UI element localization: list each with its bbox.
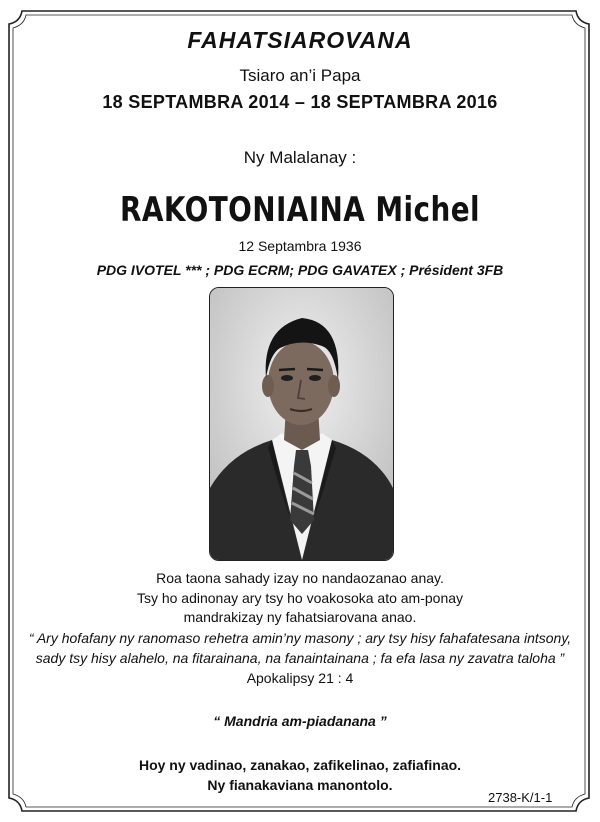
rest-in-peace-wish: “ Mandria am-piadanana ” [213,713,387,729]
ad-reference-code: 2738-K/1-1 [488,790,553,805]
deceased-titles: PDG IVOTEL *** ; PDG ECRM; PDG GAVATEX ; Président 3FB [96,262,504,278]
scripture-reference: Apokalipsy 21 : 4 [246,670,354,686]
notice-title: FAHATSIAROVANA [187,27,413,53]
notice-subtitle: Tsiaro an’i Papa [239,66,361,85]
deceased-name: RAKOTONIAINA Michel [119,190,481,230]
family-signature-line-2: Ny fianakaviana manontolo. [207,777,393,793]
scripture-quote-line-1: “ Ary hofafany ny ranomaso rehetra amin’ny masony ; ary tsy hisy fahafatesana intsony, [28,630,572,646]
portrait-photo [209,287,394,561]
family-signature-line-1: Hoy ny vadinao, zanakao, zafikelinao, zafiafinao. [138,757,462,773]
body-line-1: Roa taona sahady izay no nandaozanao anay. [156,570,444,586]
intro-label: Ny Malalanay : [243,148,357,167]
portrait-illustration [210,288,393,560]
birth-date: 12 Septambra 1936 [238,238,362,254]
body-line-2: Tsy ho adinonay ary tsy ho voakosoka ato am-ponay [136,590,464,606]
body-line-3: mandrakizay ny fahatsiarovana anao. [183,609,417,625]
memorial-dates: 18 SEPTAMBRA 2014 – 18 SEPTAMBRA 2016 [102,92,498,112]
scripture-quote-line-2: sady tsy hisy alahelo, na fitarainana, na fanaintainana ; fa efa lasa ny zavatra taloha ” [35,650,565,666]
